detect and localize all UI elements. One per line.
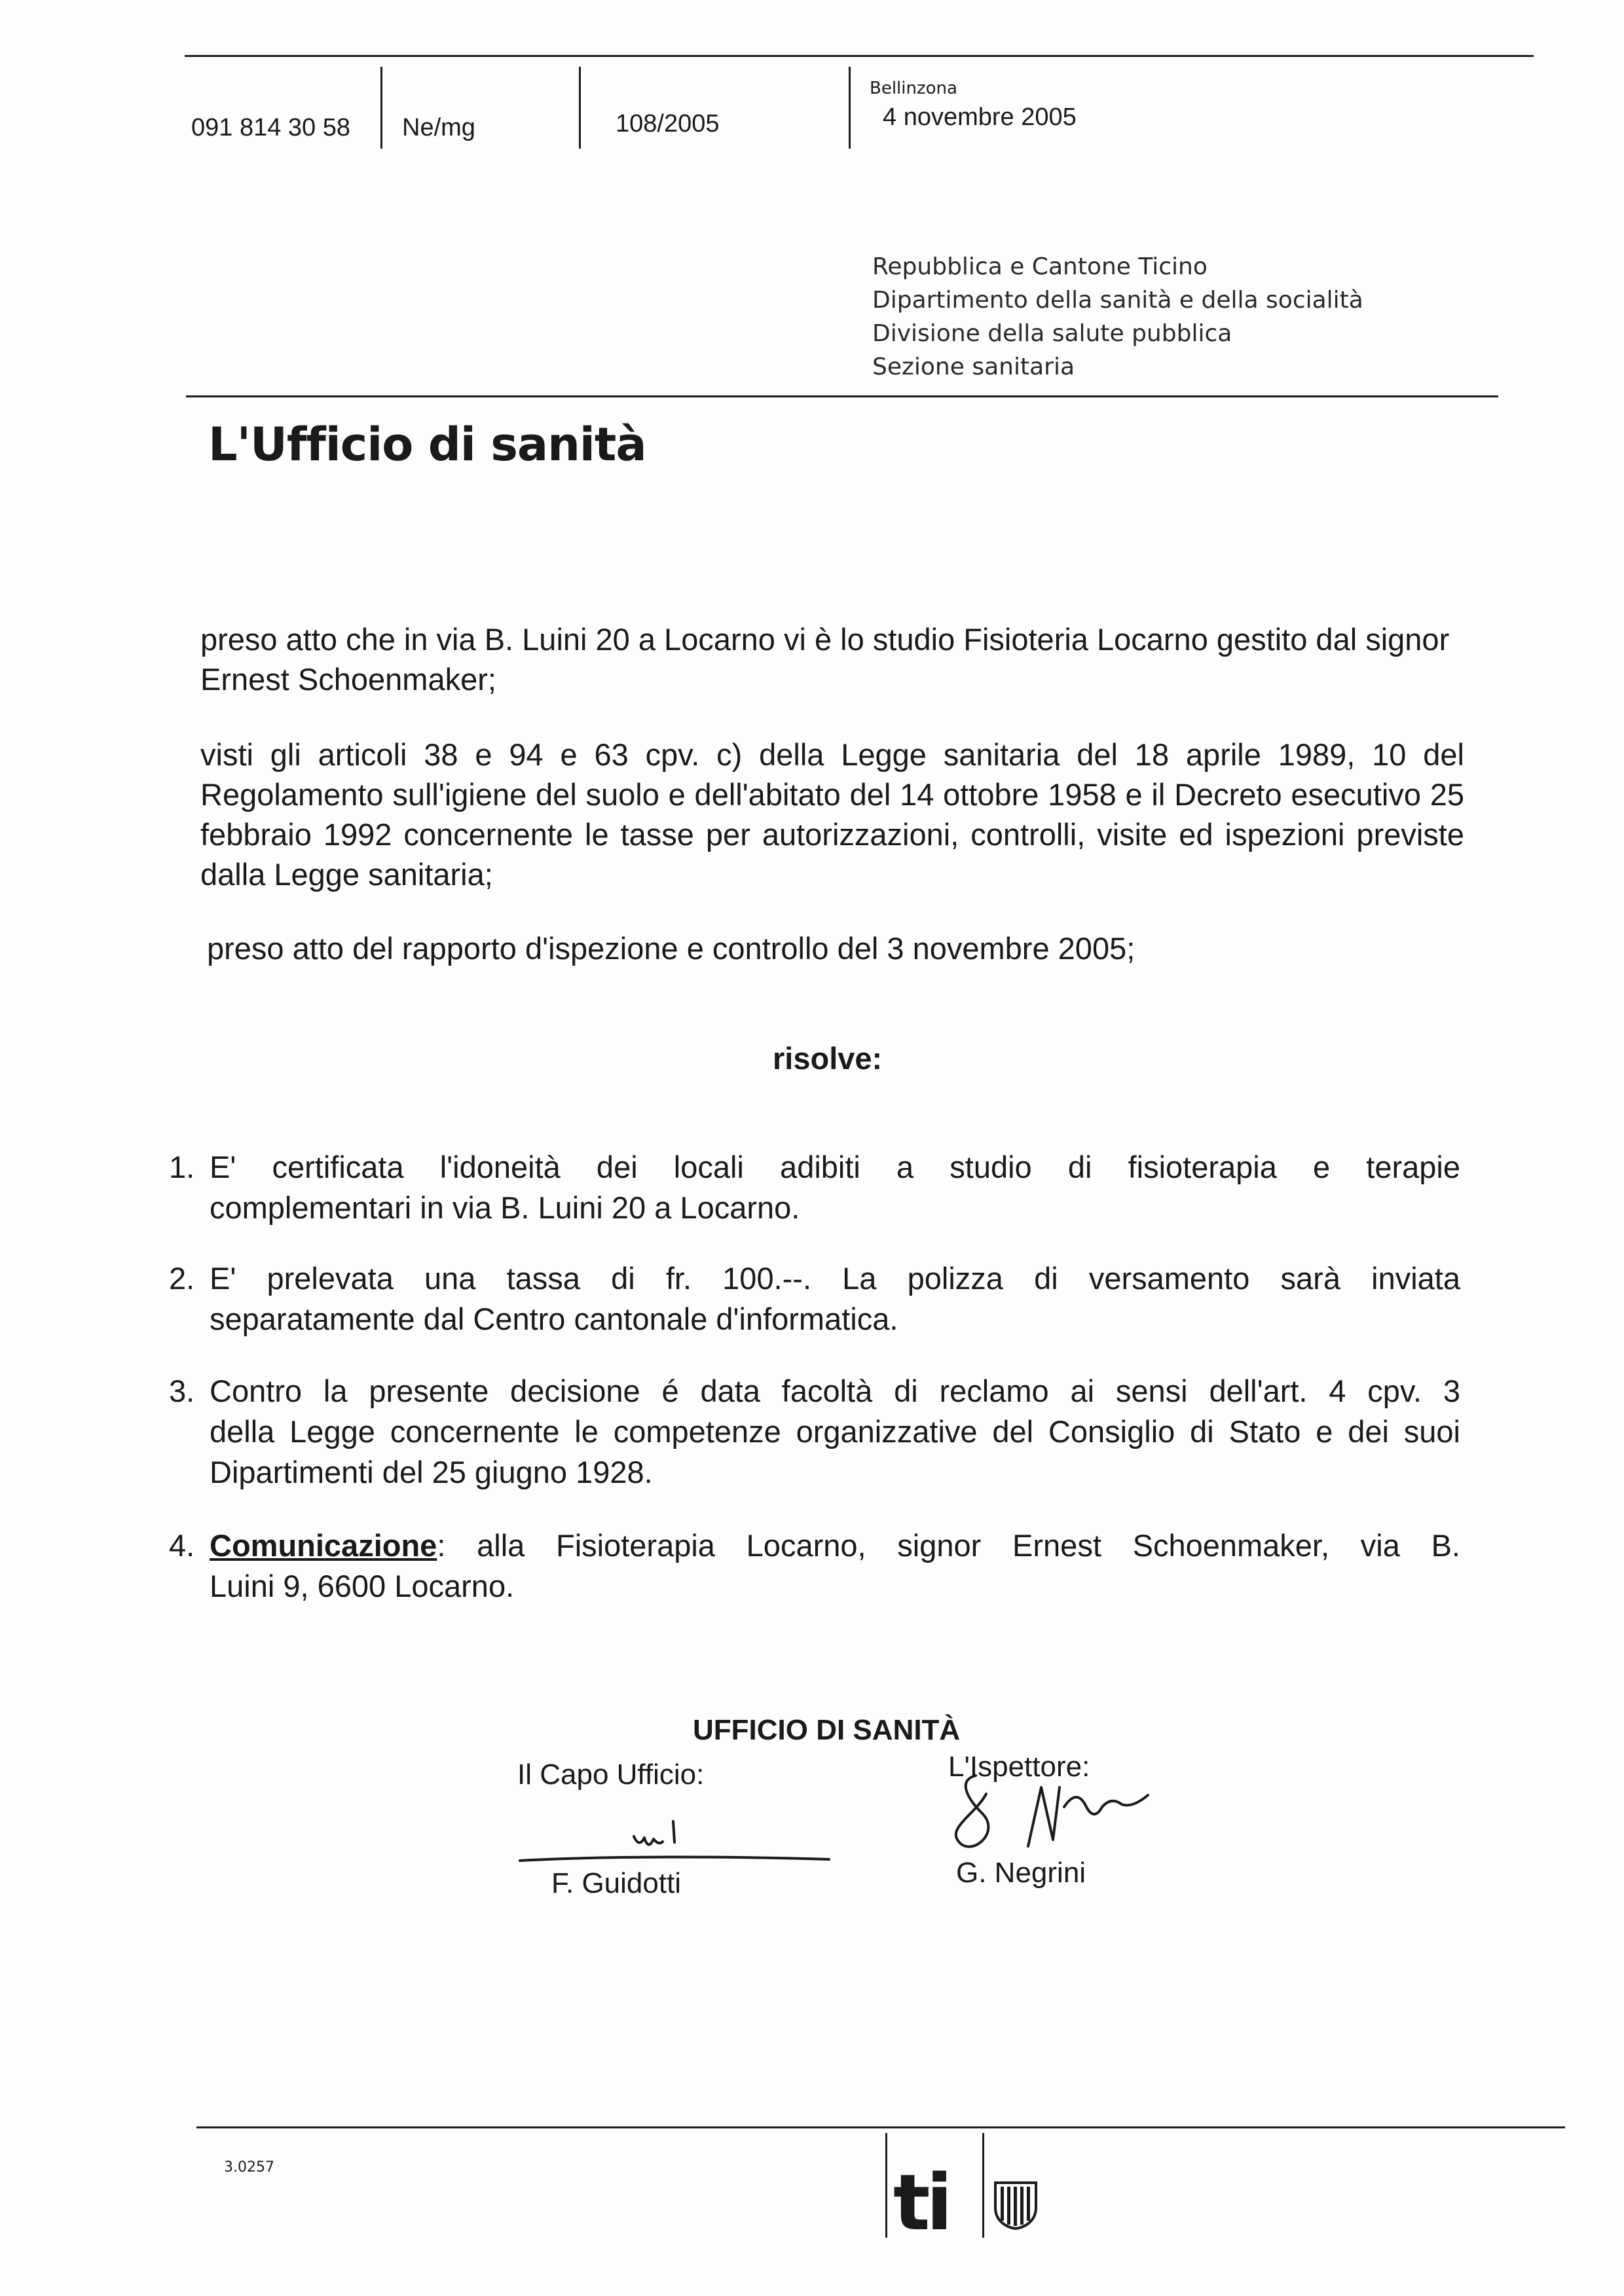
header-top-rule (185, 55, 1534, 57)
logo-divider-right (982, 2133, 984, 2238)
recipient-label: Comunicazione (210, 1528, 437, 1563)
canton-logo-text: ti (893, 2157, 949, 2248)
item-text-line1: Contro la presente decisione é data facoltà di reclamo ai sensi dell'art. 4 cpv. 3 (210, 1374, 1460, 1408)
logo-divider-left (885, 2133, 887, 2238)
signature-office: UFFICIO DI SANITÀ (693, 1714, 961, 1746)
consideration-2: visti gli articoli 38 e 94 e 63 cpv. c) della Legge sanitaria del 18 aprile 1989, 10 del Regolamento sull'igiene del suolo e dell'abitato del 14 ottobre 1958 e il Decreto esecutivo 25 febbraio 1992 concernente le tasse per autorizzazioni, controlli, visite ed ispezioni previste dalla Legge sanitaria; (200, 737, 1464, 892)
header-phone: 091 814 30 58 (191, 114, 351, 141)
item-number: 4. (169, 1528, 195, 1563)
item-text-rest: separatamente dal Centro cantonale d'informatica. (210, 1302, 898, 1336)
sender-department: Dipartimento della sanità e della socialità (872, 287, 1363, 314)
page-title: L'Ufficio di sanità (208, 418, 646, 471)
signature-right-name: G. Negrini (956, 1857, 1086, 1889)
form-code: 3.0257 (224, 2159, 274, 2176)
item-text-rest: Luini 9, 6600 Locarno. (210, 1569, 515, 1603)
header-divider-3 (849, 67, 851, 149)
resolution-item-4 (169, 1525, 1460, 1607)
signature-right-role: L'Ispettore: (948, 1751, 1090, 1783)
resolution-item-3 (169, 1371, 1460, 1493)
header-divider-2 (579, 67, 581, 149)
resolution-item-2 (169, 1258, 1460, 1339)
consideration-1: preso atto che in via B. Luini 20 a Locarno vi è lo studio Fisioteria Locarno gestito dal signor Ernest Schoenmaker; (200, 622, 1450, 697)
resolution-item-1 (169, 1147, 1460, 1228)
recipient-text: : alla Fisioterapia Locarno, signor Ernest Schoenmaker, via B. (437, 1528, 1460, 1563)
sender-canton: Repubblica e Cantone Ticino (872, 253, 1208, 280)
signature-left-name: F. Guidotti (551, 1867, 682, 1899)
item-number: 1. (169, 1150, 195, 1184)
footer-rule (196, 2126, 1565, 2128)
resolution-heading: risolve: (773, 1041, 883, 1076)
item-text-rest: della Legge concernente le competenze organizzative del Consiglio di Stato e dei suoi Dipartimenti del 25 giugno 1928. (210, 1414, 1460, 1489)
item-number: 3. (169, 1374, 195, 1408)
item-number: 2. (169, 1261, 195, 1296)
header-divider-1 (380, 67, 382, 149)
canton-shield-icon (993, 2180, 1039, 2230)
item-text-rest: complementari in via B. Luini 20 a Locarno. (210, 1190, 800, 1225)
signature-left-role: Il Capo Ufficio: (517, 1758, 705, 1791)
sender-block (872, 250, 1363, 384)
header-reference: 108/2005 (616, 110, 720, 137)
sender-division: Divisione della salute pubblica (872, 320, 1232, 347)
item-text-line1: E' prelevata una tassa di fr. 100.--. La polizza di versamento sarà inviata (210, 1261, 1460, 1296)
header-date: 4 novembre 2005 (883, 103, 1077, 131)
header-initials: Ne/mg (402, 114, 475, 141)
item-text-line1: E' certificata l'idoneità dei locali adibiti a studio di fisioterapia e terapie (210, 1150, 1460, 1184)
sender-section: Sezione sanitaria (872, 354, 1075, 380)
title-rule (186, 395, 1498, 397)
consideration-3: preso atto del rapporto d'ispezione e controllo del 3 novembre 2005; (207, 931, 1135, 966)
header-place: Bellinzona (870, 79, 957, 98)
item-text-line1 (210, 1525, 1460, 1566)
